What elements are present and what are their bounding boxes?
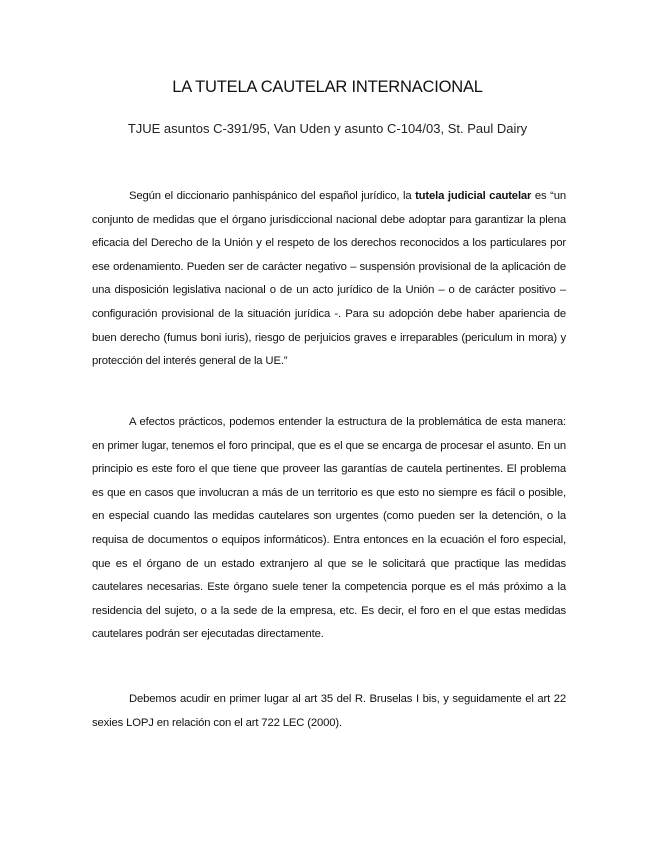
paragraph-practical-effects-text: A efectos prácticos, podemos entender la estructura de la problemática de esta manera: en primer lugar, tenemos el foro principal, que es el que se encarga de procesar el asunto. En un principio es este foro el que tiene que proveer las garantías de cautela pertinentes. El problema es que en casos que involucran a más de un territorio es que esto no siempre es fácil o posible, en especial cuando las medidas cautelares son urgentes (como pueden ser la detención, o la requisa de documentos o equipos informáticos). Entra entonces en la ecuación el foro especial, que es el órgano de un estado extranjero al que se le solicitará que practique las medidas cautelares necesarias. Este órgano suele tener la competencia porque es el más próximo a la residencia del sujeto, o a la sede de la empresa, etc. Es decir, el foro en el que estas medidas cautelares podrán ser ejecutadas directamente. — [92, 416, 566, 641]
term-tutela-judicial-cautelar: tutela judicial cautelar — [415, 190, 532, 202]
paragraph-definition — [92, 185, 566, 374]
paragraph-legal-references-text: Debemos acudir en primer lugar al art 35 del R. Bruselas I bis, y seguidamente el art 22 sexies LOPJ en relación con el art 722 LEC (2000). — [92, 693, 566, 729]
document-subtitle: TJUE asuntos C-391/95, Van Uden y asunto C-104/03, St. Paul Dairy — [127, 121, 528, 136]
paragraph-legal-references — [92, 688, 566, 735]
document-title: LA TUTELA CAUTELAR INTERNACIONAL — [172, 78, 483, 96]
paragraph-definition-intro: Según el diccionario panhispánico del español jurídico, la — [129, 190, 416, 202]
paragraph-practical-effects — [92, 411, 566, 647]
paragraph-definition-body: es “un conjunto de medidas que el órgano jurisdiccional nacional debe adoptar para garantizar la plena eficacia del Derecho de la Unión y el respeto de los derechos reconocidos a los particulares por ese ordenamiento. Pueden ser de carácter negativo – suspensión provisional de la aplicación de una disposición legislativa nacional o de un acto jurídico de la Unión – o de carácter positivo – configuración provisional de la situación jurídica -. Para su adopción debe haber apariencia de buen derecho (fumus boni iuris), riesgo de perjuicios graves e irreparables (periculum in mora) y protección del interés general de la UE.” — [92, 190, 566, 368]
